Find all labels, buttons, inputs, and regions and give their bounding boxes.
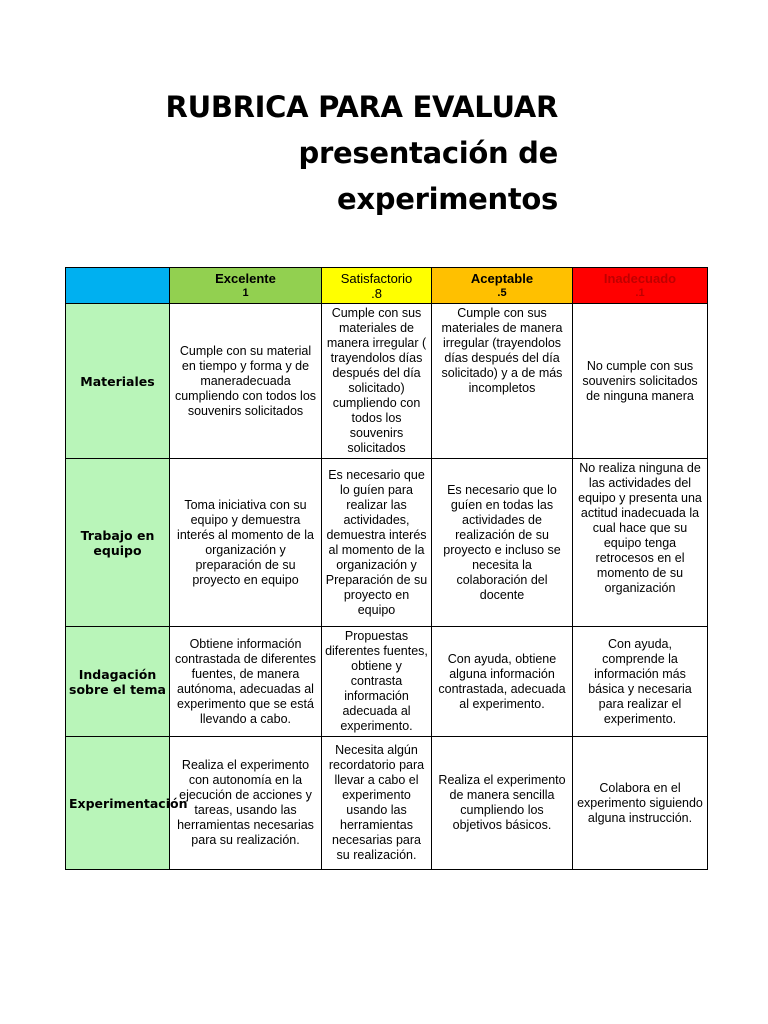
descriptor-cell: Cumple con sus materiales de manera irregular (trayendolos días después del día solicitado) y a de más incompletos [432, 304, 573, 459]
header-inadecuado [573, 268, 708, 304]
descriptor-cell: Toma iniciativa con su equipo y demuestra interés al momento de la organización y preparación de su proyecto en equipo [170, 459, 322, 627]
descriptor-cell: No cumple con sus souvenirs solicitados de ninguna manera [573, 304, 708, 459]
descriptor-cell: Realiza el experimento de manera sencilla cumpliendo los objetivos básicos. [432, 737, 573, 870]
descriptor-cell: Colabora en el experimento siguiendo alguna instrucción. [573, 737, 708, 870]
descriptor-cell: Obtiene información contrastada de diferentes fuentes, de manera autónoma, adecuadas al experimento que se está llevando a cabo. [170, 627, 322, 737]
header-corner-cell [66, 268, 170, 304]
title-line-3: experimentos [336, 182, 558, 216]
level-score: .8 [371, 286, 382, 301]
criterion-row-materiales [66, 304, 708, 459]
descriptor-cell: Es necesario que lo guíen para realizar las actividades, demuestra interés al momento de la organización y Preparación de su proyecto en equipo [322, 459, 432, 627]
criterion-row-experimentacion [66, 737, 708, 870]
title-line-2: presentación de [298, 136, 558, 170]
level-name: Excelente [215, 271, 276, 286]
level-name: Aceptable [470, 271, 534, 286]
header-row [66, 268, 708, 304]
header-satisfactorio [322, 268, 432, 304]
descriptor-cell: Propuestas diferentes fuentes, obtiene y contrasta información adecuada al experimento. [322, 627, 432, 737]
criterion-label: Trabajo en equipo [66, 459, 170, 627]
descriptor-cell: No realiza ninguna de las actividades del equipo y presenta una actitud inadecuada la cual hace que su equipo tenga retrocesos en el momento de su organización [573, 459, 708, 627]
descriptor-cell: Es necesario que lo guíen en todas las actividades de realización de su proyecto e incluso se necesita la colaboración del docente [432, 459, 573, 627]
title-line-1: RUBRICA PARA EVALUAR [165, 90, 558, 124]
level-name: Inadecuado [603, 271, 677, 286]
header-excelente [170, 268, 322, 304]
level-name: Satisfactorio [340, 271, 413, 286]
descriptor-cell: Con ayuda, comprende la información más básica y necesaria para realizar el experimento. [573, 627, 708, 737]
criterion-row-trabajo-en-equipo [66, 459, 708, 627]
level-score: .1 [635, 287, 645, 299]
descriptor-cell: Realiza el experimento con autonomía en la ejecución de acciones y tareas, usando las herramientas necesarias para su realización. [170, 737, 322, 870]
descriptor-cell: Con ayuda, obtiene alguna información contrastada, adecuada al experimento. [432, 627, 573, 737]
level-score: 1 [242, 287, 249, 299]
criterion-label: Experimentación [66, 737, 170, 870]
level-score: .5 [497, 287, 507, 299]
header-aceptable [432, 268, 573, 304]
rubric-table [65, 267, 708, 870]
descriptor-cell: Cumple con sus materiales de manera irregular ( trayendolos días después del día solicitado) cumpliendo con todos los souvenirs solicitados [322, 304, 432, 459]
document-title [150, 84, 558, 222]
descriptor-cell: Cumple con su material en tiempo y forma y de maneradecuada cumpliendo con todos los souvenirs solicitados [170, 304, 322, 459]
criterion-row-indagacion [66, 627, 708, 737]
criterion-label: Materiales [66, 304, 170, 459]
criterion-label: Indagación sobre el tema [66, 627, 170, 737]
descriptor-cell: Necesita algún recordatorio para llevar a cabo el experimento usando las herramientas necesarias para su realización. [322, 737, 432, 870]
